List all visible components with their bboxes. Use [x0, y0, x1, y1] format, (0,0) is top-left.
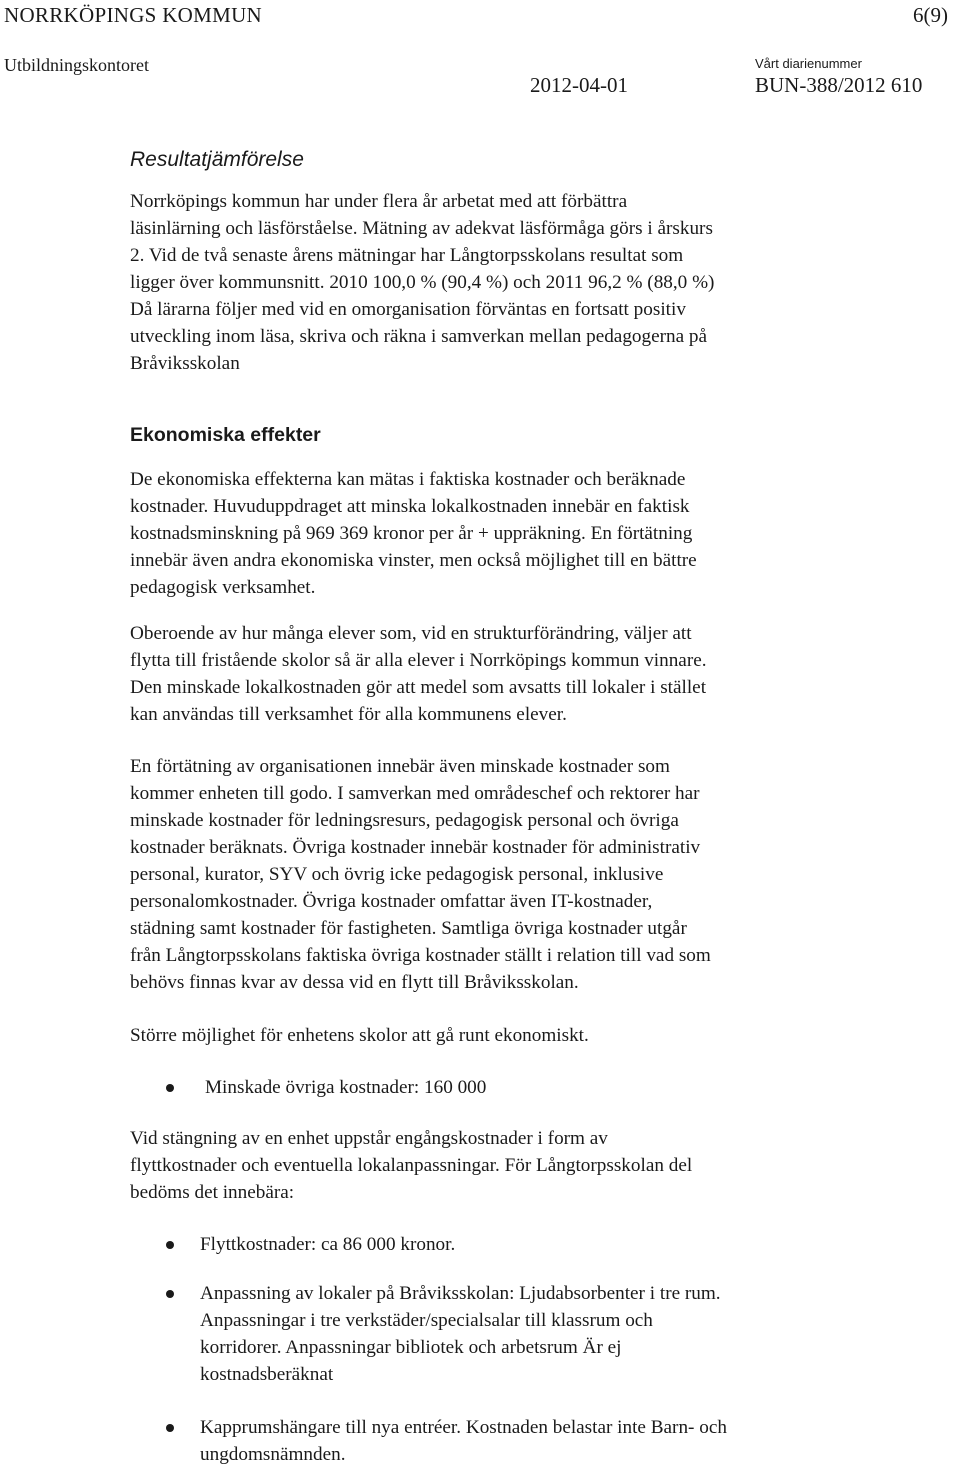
text-line: Anpassning av lokaler på Bråviksskolan: Ljudabsorbenter i tre rum.: [200, 1283, 721, 1304]
diary-number-label: Vårt diarienummer: [755, 56, 862, 71]
bullet-icon: [166, 1424, 174, 1432]
text-line: kostnader. Huvuduppdraget att minska lokalkostnaden innebär en faktisk: [130, 496, 690, 517]
document-date: 2012-04-01: [530, 73, 628, 97]
text-line: Oberoende av hur många elever som, vid en strukturförändring, väljer att: [130, 623, 692, 644]
text-line: personalomkostnader. Övriga kostnader omfattar även IT-kostnader,: [130, 891, 653, 912]
paragraph-resultat-1: [130, 188, 714, 296]
text-line: Flyttkostnader: ca 86 000 kronor.: [200, 1234, 456, 1255]
text-line: Då lärarna följer med vid en omorganisation förväntas en fortsatt positiv: [130, 299, 686, 320]
text-line: [130, 269, 714, 296]
text-line: korridorer. Anpassningar bibliotek och arbetsrum Är ej: [200, 1337, 622, 1358]
text-line: 2. Vid de två senaste årens mätningar har Långtorpsskolans resultat som: [130, 245, 684, 266]
bullet-item: [200, 1231, 455, 1258]
text-line: pedagogisk verksamhet.: [130, 577, 316, 598]
text-line: bedöms det innebära:: [130, 1182, 295, 1203]
text-line: En förtätning av organisationen innebär även minskade kostnader som: [130, 756, 670, 777]
org-name: NORRKÖPINGS KOMMUN: [4, 3, 263, 27]
text-line: Den minskade lokalkostnaden gör att medel som avsatts till lokaler i stället: [130, 677, 707, 698]
bullet-item: [200, 1280, 721, 1388]
bullet-icon: [166, 1084, 174, 1092]
text-segment: ligger över kommunsnitt.: [130, 272, 325, 293]
bullet-icon: [166, 1241, 174, 1249]
text-line: kommer enheten till godo. I samverkan med områdeschef och rektorer har: [130, 783, 700, 804]
text-line: kostnadsminskning på 969 369 kronor per år + uppräkning. En förtätning: [130, 523, 693, 544]
text-line: ungdomsnämnden.: [200, 1444, 346, 1465]
paragraph-resultat-2: [130, 296, 707, 377]
bullet-item: [200, 1414, 727, 1468]
text-line: innebär även andra ekonomiska vinster, men också möjlighet till en bättre: [130, 550, 697, 571]
diary-number: BUN-388/2012 610: [755, 73, 923, 97]
text-line: flytta till fristående skolor så är alla elever i Norrköpings kommun vinnare.: [130, 650, 707, 671]
page-number: 6(9): [913, 3, 948, 27]
text-line: Större möjlighet för enhetens skolor att gå runt ekonomiskt.: [130, 1025, 589, 1046]
text-line: flyttkostnader och eventuella lokalanpassningar. För Långtorpsskolan del: [130, 1155, 693, 1176]
text-line: läsinlärning och läsförståelse. Mätning av adekvat läsförmåga görs i årskurs: [130, 218, 713, 239]
text-line: städning samt kostnader för fastigheten. Samtliga övriga kostnader utgår: [130, 918, 687, 939]
paragraph-ekonomi-5: [130, 1125, 692, 1206]
text-line: De ekonomiska effekterna kan mätas i faktiska kostnader och beräknade: [130, 469, 686, 490]
text-line: kostnader beräknats. Övriga kostnader innebär kostnader för administrativ: [130, 837, 701, 858]
text-line: Bråviksskolan: [130, 353, 240, 374]
text-line: utveckling inom läsa, skriva och räkna i samverkan mellan pedagogerna på: [130, 326, 708, 347]
text-line: Vid stängning av en enhet uppstår engångskostnader i form av: [130, 1128, 608, 1149]
text-line: personal, kurator, SYV och övrig icke pedagogisk personal, inklusive: [130, 864, 664, 885]
text-line: Anpassningar i tre verkstäder/specialsalar till klassrum och: [200, 1310, 653, 1331]
text-line: Norrköpings kommun har under flera år arbetat med att förbättra: [130, 191, 628, 212]
text-line: kostnadsberäknat: [200, 1364, 334, 1385]
text-line: behövs finnas kvar av dessa vid en flytt till Bråviksskolan.: [130, 972, 579, 993]
heading-resultatjamforelse: Resultatjämförelse: [130, 148, 304, 171]
office-name: Utbildningskontoret: [4, 55, 149, 75]
paragraph-ekonomi-1: [130, 466, 697, 601]
text-line: från Långtorpsskolans faktiska övriga kostnader ställt i relation till vad som: [130, 945, 711, 966]
paragraph-ekonomi-3: [130, 753, 711, 996]
paragraph-ekonomi-2: [130, 620, 707, 728]
text-line: kan användas till verksamhet för alla kommunens elever.: [130, 704, 567, 725]
text-line: minskade kostnader för ledningsresurs, pedagogisk personal och övriga: [130, 810, 679, 831]
text-line: Kapprumshängare till nya entréer. Kostnaden belastar inte Barn- och: [200, 1417, 727, 1438]
heading-ekonomiska-effekter: Ekonomiska effekter: [130, 424, 321, 446]
text-segment: 2010 100,0 % (90,4 %) och 2011 96,2 % (88,0 %): [329, 272, 715, 293]
text-line: Minskade övriga kostnader: 160 000: [205, 1077, 487, 1098]
bullet-icon: [166, 1290, 174, 1298]
paragraph-ekonomi-4: [130, 1022, 589, 1049]
bullet-item: [205, 1074, 486, 1101]
